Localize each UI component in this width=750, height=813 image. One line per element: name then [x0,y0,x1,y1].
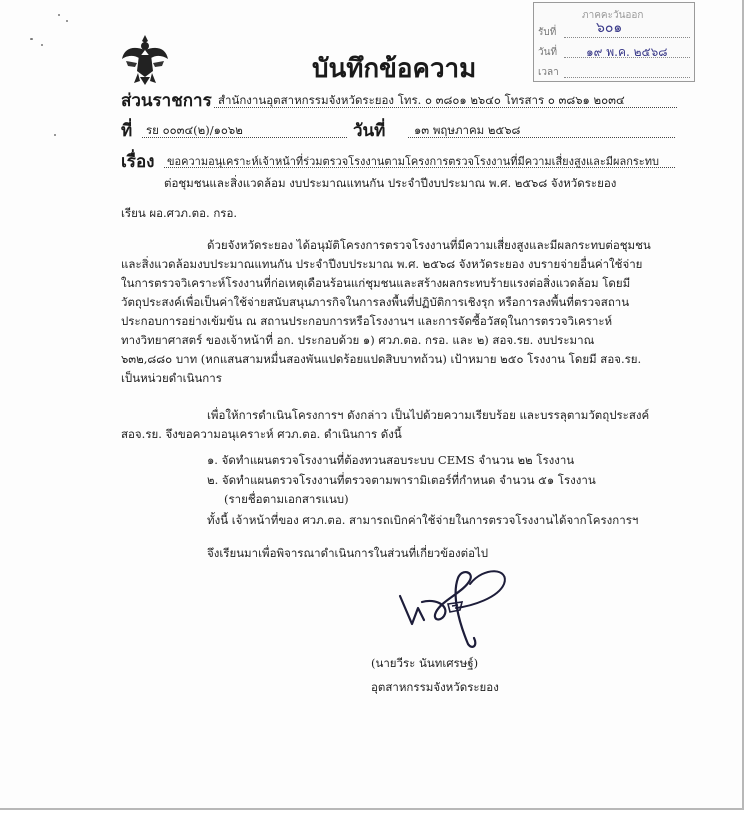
salutation: เรียน ผอ.ศวภ.ตอ. กรอ. [121,206,238,220]
date-dotline [408,137,675,138]
paragraph-1-line: ทางวิทยาศาสตร์ ของเจ้าหน้าที่ อก. ประกอบด้วย ๑) ศวภ.ตอ. กรอ. และ ๒) สอจ.รย. งบประมาณ [121,333,595,347]
stamp-received-date: ๑๙ พ.ค. ๒๕๖๘ [586,45,668,59]
reference-number: รย ๐๐๓๔(๒)/๑๐๖๒ [146,123,243,137]
paragraph-1-line: เป็นหน่วยดำเนินการ [121,371,222,385]
handwritten-signature-icon [392,562,522,652]
scan-speck [30,38,33,40]
subject-line-2: ต่อชุมชนและสิ่งแวดล้อม งบประมาณแทนกัน ประจำปีงบประมาณ พ.ศ. ๒๕๖๘ จังหวัดระยอง [164,176,617,190]
list-item: ๒. จัดทำแผนตรวจโรงงานที่ตรวจตามพารามิเตอร์ที่กำหนด จำนวน ๕๑ โรงงาน [207,473,596,487]
subject-line-1: ขอความอนุเคราะห์เจ้าหน้าที่ร่วมตรวจโรงงานตามโครงการตรวจโรงงานที่มีความเสี่ยงสูงและมีผลกระทบ [167,155,659,168]
memo-date: ๑๓ พฤษภาคม ๒๕๖๘ [414,123,521,137]
paragraph-1-line: และสิ่งแวดล้อมงบประมาณแทนกัน ประจำปีงบประมาณ พ.ศ. ๒๕๖๘ จังหวัดระยอง งบรายจ่ายอื่นค่าใช้จ่าย [121,257,643,271]
stamp-received-number: ๖๐๑ [596,20,623,36]
paragraph-1-line: ด้วยจังหวัดระยอง ได้อนุมัติโครงการตรวจโรงงานที่มีความเสี่ยงสูงและมีผลกระทบต่อชุมชน [207,238,651,252]
paragraph-1-line: ประกอบการอย่างเข้มข้น ณ สถานประกอบการหรือโรงงานฯ และการจัดซื้อวัสดุในการตรวจวิเคราะห์ [121,314,613,328]
scan-speck [66,20,68,22]
signer-name: (นายวีระ นันทเศรษฐ์) [371,656,479,670]
subject-label: เรื่อง [121,152,155,172]
stamp-row-date [538,45,562,60]
scan-speck [54,134,56,136]
reference-dotline [142,137,347,138]
subject-dotline [164,167,675,168]
received-stamp [533,2,695,82]
department-dotline [214,107,677,108]
list-item-note: (รายชื่อตามเอกสารแนบ) [224,492,349,506]
stamp-header: ภาคคะวันออก [582,10,644,21]
paragraph-3: ทั้งนี้ เจ้าหน้าที่ของ ศวภ.ตอ. สามารถเบิกค่าใช้จ่ายในการตรวจโรงงานได้จากโครงการฯ [207,513,639,527]
scan-speck [41,44,43,46]
paragraph-1-line: ๖๓๒,๘๘๐ บาท (หกแสนสามหมื่นสองพันแปดร้อยแปดสิบบาทถ้วน) เป้าหมาย ๒๕๐ โรงงาน โดยมี สอจ.รย. [121,352,642,366]
stamp-row-number [538,25,562,40]
signer-title: อุตสาหกรรมจังหวัดระยอง [371,680,499,694]
paragraph-2-line: เพื่อให้การดำเนินโครงการฯ ดังกล่าว เป็นไปด้วยความเรียบร้อย และบรรลุตามวัตถุประสงค์ [207,408,650,422]
reference-label: ที่ [121,121,133,141]
memo-title: บันทึกข้อความ [312,54,477,84]
stamp-row-label: วันที่ [538,47,558,58]
department-value: สำนักงานอุตสาหกรรมจังหวัดระยอง โทร. ๐ ๓๘๐๑ ๒๖๔๐ โทรสาร ๐ ๓๘๖๑ ๒๐๓๔ [218,93,625,107]
paragraph-1-line: ในการตรวจวิเคราะห์โรงงานที่ก่อเหตุเดือนร้อนแก่ชุมชนและสร้างผลกระทบร้ายแรงต่อสิ่งแวดล้อม โดยมี [121,276,631,290]
stamp-row-label: เวลา [538,67,559,78]
closing-line: จึงเรียนมาเพื่อพิจารณาดำเนินการในส่วนที่เกี่ยวข้องต่อไป [207,546,489,560]
list-item: ๑. จัดทำแผนตรวจโรงงานที่ต้องทวนสอบระบบ CEMS จำนวน ๒๒ โรงงาน [207,453,575,467]
stamp-row-label: รับที่ [538,27,557,38]
stamp-row-time [538,65,562,80]
paragraph-1-line: วัตถุประสงค์เพื่อเป็นค่าใช้จ่ายสนับสนุนภารกิจในการลงพื้นที่ปฏิบัติการเชิงรุก หรือการลงพื้นที่ตรวจสถาน [121,295,630,309]
scan-speck [58,14,60,16]
date-label: วันที่ [353,121,386,141]
department-label: ส่วนราชการ [121,91,212,111]
garuda-emblem-icon [120,33,170,87]
paragraph-2-line: สอจ.รย. จึงขอความอนุเคราะห์ ศวภ.ตอ. ดำเนินการ ดังนี้ [121,427,402,441]
